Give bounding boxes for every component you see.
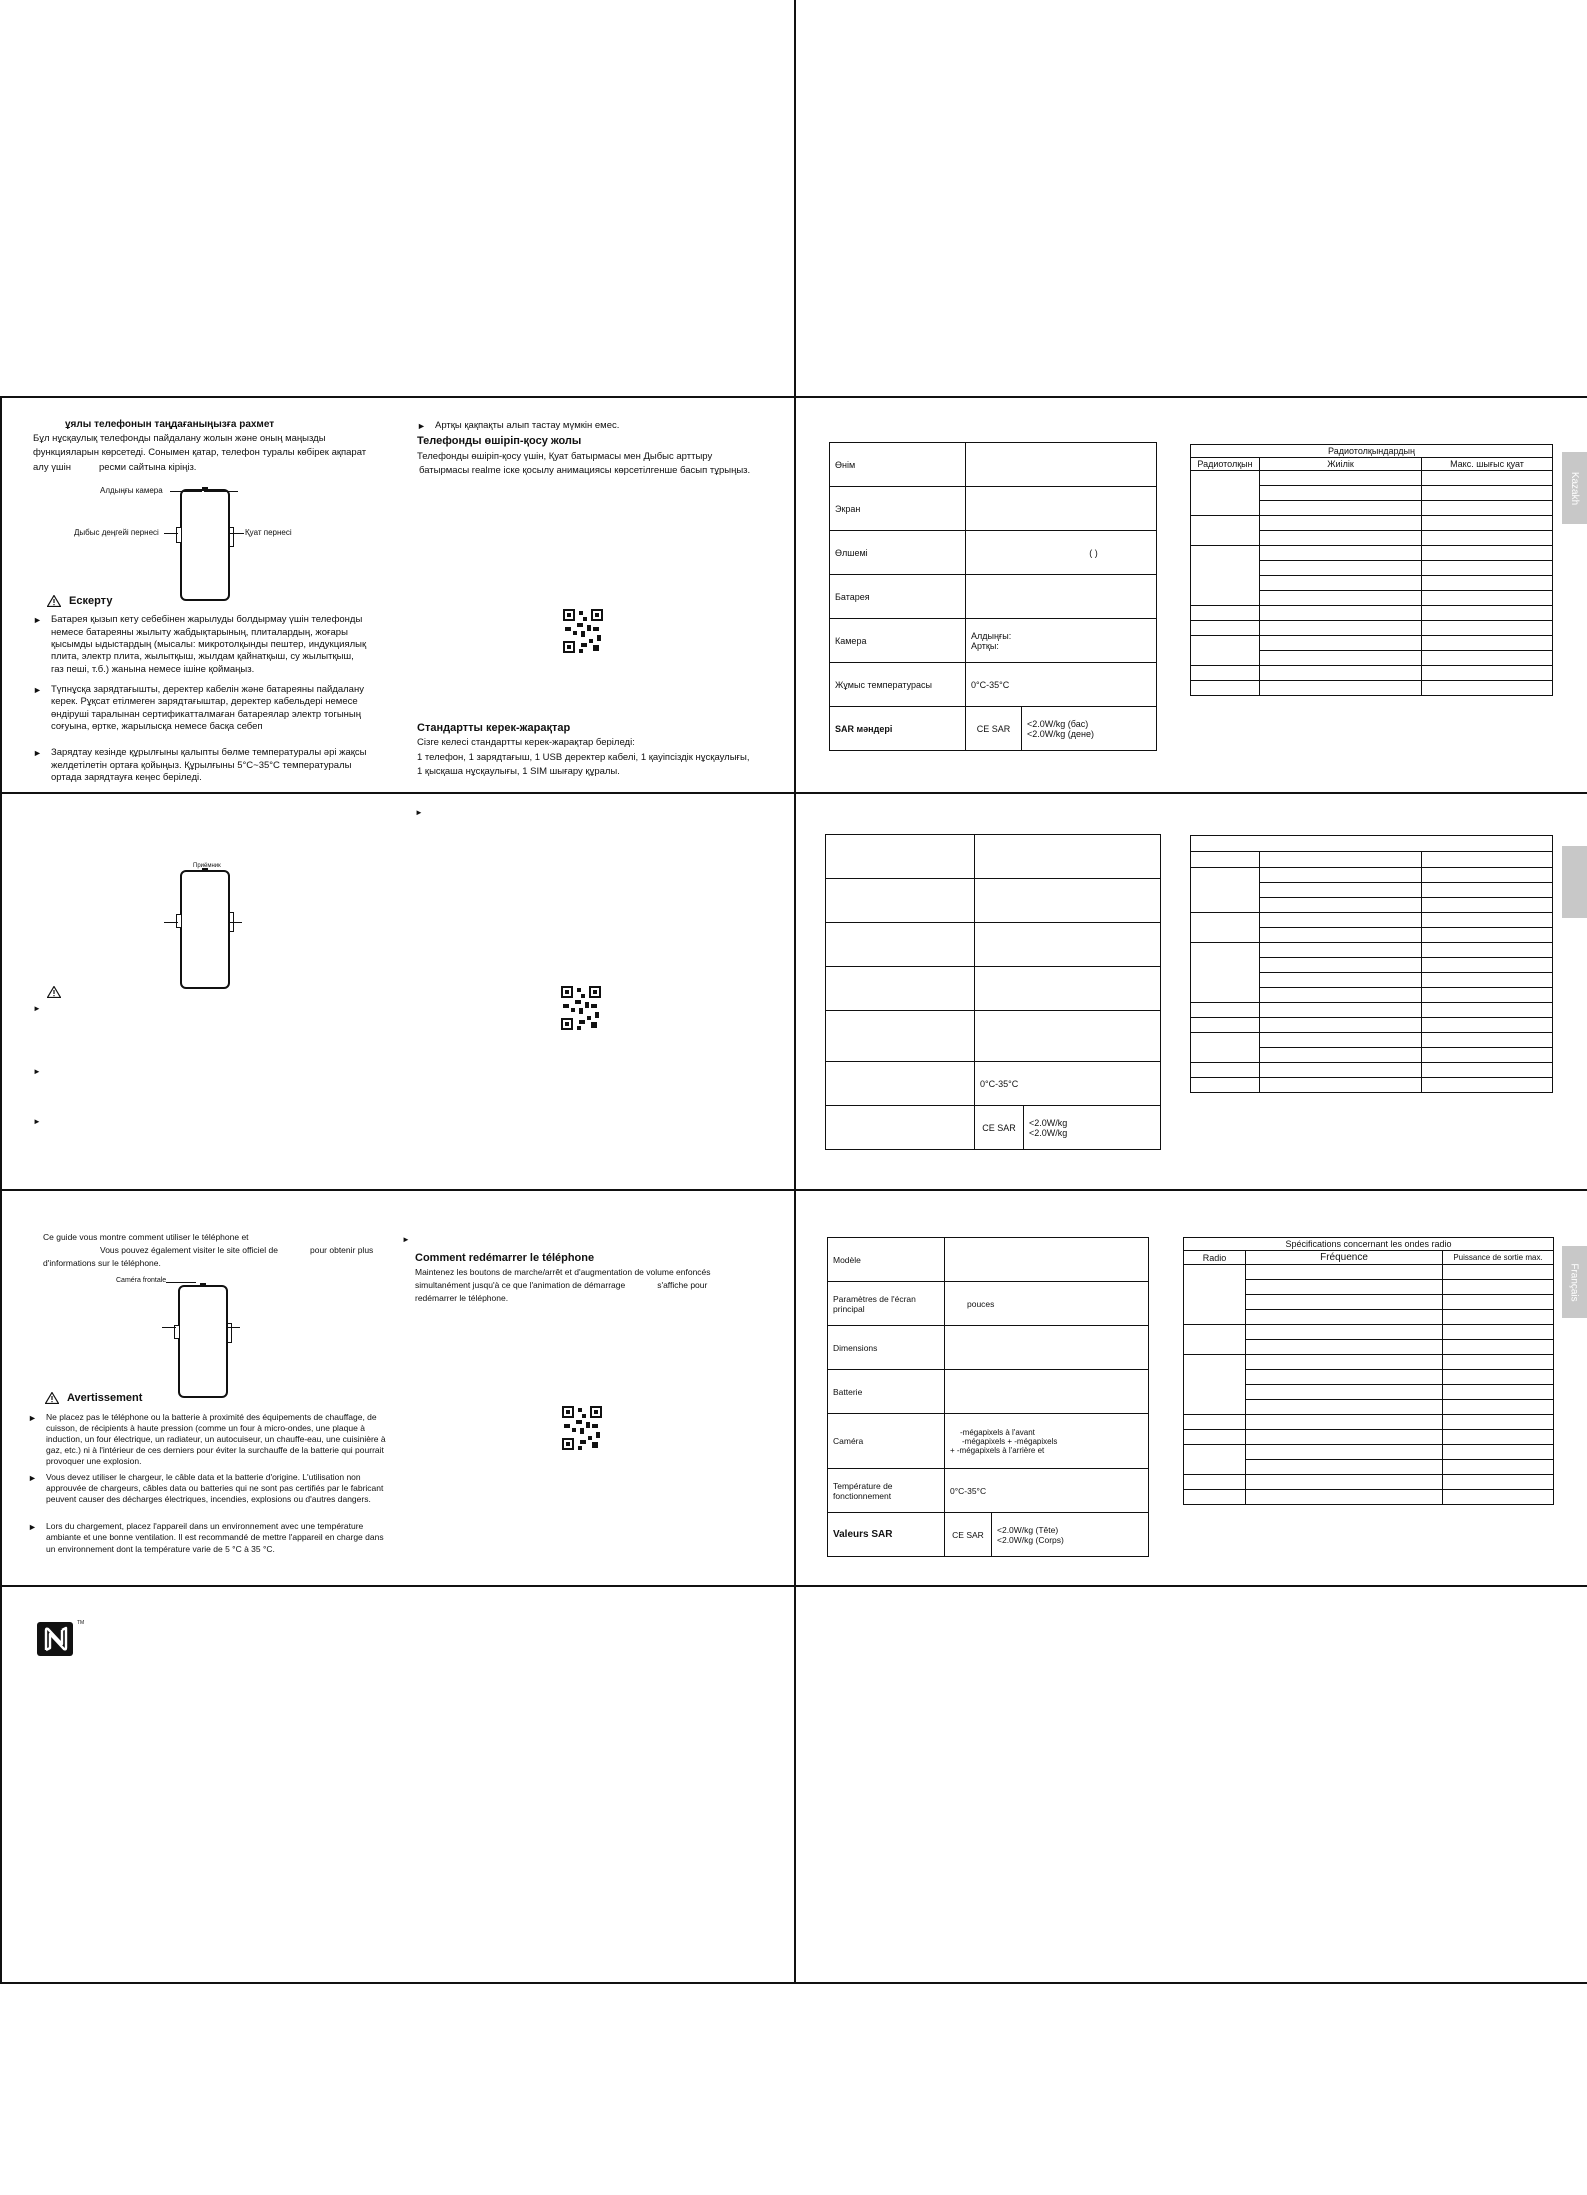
fr-spec-dimensions: Dimensions (828, 1326, 945, 1370)
language-tab-french[interactable] (1562, 1246, 1587, 1318)
kz-intro-title: ұялы телефонын таңдағаныңызға рахмет (65, 419, 275, 430)
table-row (1191, 606, 1553, 621)
table-row (1191, 943, 1553, 958)
fr-radio-col1: Radio (1184, 1251, 1246, 1265)
table-row (1184, 1490, 1554, 1505)
kz-camera-rear: Артқы: (971, 640, 999, 651)
fold-line-4 (0, 1585, 1587, 1587)
bullet-arrow-icon: ► (33, 1004, 41, 1013)
table-row (1191, 1003, 1553, 1018)
fr-intro-line3: d'informations sur le téléphone. (43, 1258, 161, 1269)
fr-spec-battery: Batterie (828, 1370, 945, 1414)
fr-radio-table (1183, 1237, 1554, 1505)
kz-spec-temp-value: 0°C-35°C (966, 663, 1157, 707)
fr-lead-volume (162, 1327, 176, 1328)
kz-spec-dimensions-value: ( ) (966, 531, 1157, 575)
nfc-logo-icon (37, 1620, 77, 1658)
fold-line-1 (0, 396, 1587, 398)
table-row (1184, 1325, 1554, 1340)
blank-sar-body: <2.0W/kg (1029, 1127, 1068, 1138)
fr-restart-line2b: s'affiche pour (657, 1280, 708, 1291)
language-tab-french-label: Français (1569, 1262, 1581, 1302)
kz-radio-col3: Макс. шығыс қуат (1422, 458, 1553, 471)
fr-intro-line2b: pour obtenir plus (309, 1245, 374, 1256)
kz-standard-line2: 1 телефон, 1 зарядтағыш, 1 USB деректер кабелі, 1 қауіпсіздік нұсқаулығы, (417, 751, 750, 763)
blank-lead-left (164, 922, 178, 923)
fr-camera-line1: -mégapixels à l'avant (960, 1427, 1035, 1437)
fr-restart (415, 1251, 765, 1306)
fr-spec-sar-values (992, 1513, 1149, 1557)
fr-warning-item-3: Lors du chargement, placez l'appareil dans un environnement avec une température ambiante et une bonne ventilation. Il est recommandé de mettre l'appareil en charge dans un environnement dont la température varie de 5 °C à 35 °C. (46, 1521, 384, 1554)
kz-battery-restart (417, 420, 757, 479)
kz-label-power: Қуат пернесі (245, 528, 292, 537)
kz-label-front-camera: Алдыңғы камера (100, 486, 163, 495)
fr-camera-line2: -mégapixels + -mégapixels (962, 1436, 1058, 1446)
fr-restart-line3: redémarrer le téléphone. (415, 1293, 509, 1304)
table-row (1184, 1445, 1554, 1460)
front-camera-dot (200, 1283, 206, 1286)
kz-camera-front: Алдыңғы: (971, 630, 1012, 641)
table-row (1191, 681, 1553, 696)
table-row (1184, 1415, 1554, 1430)
kz-restart-title: Телефонды өшіріп-қосу жолы (417, 435, 582, 448)
warning-icon (47, 986, 61, 998)
kz-battery-note: Артқы қақпақты алып тастау мүмкін емес. (435, 420, 620, 431)
kz-warning-item-3: Зарядтау кезінде құрылғыны қалыпты бөлме температуралы әрі жақсы желдетілетін ортаға қойыңыз. Құрылғыны 5°C~35°C температуралы ортада зарядтауға кеңес беріледі. (51, 747, 367, 784)
kz-restart-line2: батырмасы realme іске қосылу анимациясы көрсетілгенше басып тұрыңыз. (419, 464, 751, 476)
kz-warning (33, 586, 368, 792)
kz-spec-camera-value (966, 619, 1157, 663)
fr-restart-line1: Maintenez les boutons de marche/arrêt et d'augmentation de volume enfoncés (415, 1267, 711, 1278)
table-row (1191, 516, 1553, 531)
table-row (1191, 621, 1553, 636)
table-row (1191, 471, 1553, 486)
kz-phone-diagram (180, 489, 230, 601)
fr-restart-line2a: simultanément jusqu'à ce que l'animation de démarrage (415, 1280, 626, 1291)
fr-label-front-camera: Caméra frontale (116, 1277, 167, 1284)
warning-icon (47, 595, 61, 607)
fr-intro-line1: Ce guide vous montre comment utiliser le téléphone et (43, 1232, 249, 1242)
kz-standard-title: Стандартты керек-жарақтар (417, 722, 571, 734)
fr-sar-head: <2.0W/kg (Tête) (997, 1524, 1059, 1535)
bullet-arrow-icon: ► (28, 1412, 37, 1423)
qr-code-icon (563, 609, 603, 653)
table-row (1191, 868, 1553, 883)
blank-spec-table (825, 834, 1161, 1150)
table-row (1184, 1265, 1554, 1280)
fr-intro-line2: Vous pouvez également visiter le site officiel de (100, 1245, 278, 1256)
bullet-arrow-icon: ► (402, 1235, 410, 1244)
front-camera-dot (202, 487, 208, 490)
power-button-shape (229, 527, 234, 547)
kz-standard-line3: 1 қысқаша нұсқаулығы, 1 SIM шығару құралы. (417, 765, 620, 777)
fr-radio-col3: Puissance de sortie max. (1443, 1251, 1554, 1265)
kz-intro-line2: функцияларын көрсетеді. Сонымен қатар, телефон туралы көбірек ақпарат (33, 447, 367, 459)
kz-lead-camera (170, 491, 202, 492)
bullet-arrow-icon: ► (33, 685, 42, 696)
blank-spec-temp-value: 0°C-35°C (975, 1062, 1161, 1106)
fold-line-5 (0, 1982, 1587, 1984)
kz-standard (417, 721, 762, 780)
fr-spec-temp-value: 0°C-35°C (945, 1469, 1149, 1513)
bullet-arrow-icon: ► (28, 1522, 37, 1533)
kz-radio-col1: Радиотолқын (1191, 458, 1260, 471)
blank-phone-diagram (180, 870, 230, 989)
table-row (1191, 636, 1553, 651)
kz-sar-head: <2.0W/kg (бас) (1027, 718, 1089, 729)
kz-warning-item-2: Түпнұсқа зарядтағышты, деректер кабелін және батареяны пайдалану керек. Рұқсат етілмеген зарядтағыштар, деректер кабельдері немесе өндіруші таралынан сертификатталмаған батареялар электр тогының соғуына, өртке, жарылысқа немесе басқа себеп (51, 684, 364, 733)
table-row (1184, 1355, 1554, 1370)
kz-lead-volume (164, 533, 178, 534)
kz-radio-col2: Жиілік (1260, 458, 1422, 471)
kz-spec-battery: Батарея (830, 575, 966, 619)
fr-spec-screen-value: pouces (945, 1282, 1149, 1326)
kz-spec-sar-values (1022, 707, 1157, 751)
bullet-arrow-icon: ► (28, 1472, 37, 1483)
fr-spec-model: Modèle (828, 1238, 945, 1282)
table-row (1191, 1033, 1553, 1048)
table-row (1184, 1430, 1554, 1445)
kz-intro (33, 418, 373, 476)
fr-restart-title: Comment redémarrer le téléphone (415, 1252, 595, 1264)
kz-lead-power (230, 533, 244, 534)
kz-spec-ce-sar: CE SAR (966, 707, 1022, 751)
kz-spec-product: Өнім (830, 443, 966, 487)
language-tab-kazakh[interactable] (1562, 452, 1587, 524)
kz-warning-title: Ескерту (69, 595, 113, 607)
kz-lead-camera-r (204, 491, 238, 492)
kz-sar-body: <2.0W/kg (дене) (1027, 728, 1094, 739)
warning-icon (45, 1392, 59, 1404)
volume-button-shape (176, 527, 182, 543)
blank-label-receiver: Приёмник (193, 863, 221, 869)
fr-radio-col2: Fréquence (1246, 1251, 1443, 1265)
blank-sar-head: <2.0W/kg (1029, 1117, 1068, 1128)
fr-warning-item-1: Ne placez pas le téléphone ou la batterie à proximité des équipements de chauffage, de cuisson, de récipients à haute pression (comme un four à micro-ondes, une plaque à induction, un four électrique, un radiateur, un autocuiseur, un chauffe-eau, une cuisinière à gaz, etc.) ni à l'intérieur de ces derniers pour éviter la surchauffe de la batterie qui pourrait provoquer une explosion. (46, 1411, 386, 1467)
qr-code-graphic (561, 986, 601, 1030)
kz-spec-dimensions: Өлшемі (830, 531, 966, 575)
table-row (1191, 666, 1553, 681)
fr-warning-item-2: Vous devez utiliser le chargeur, le câble data et la batterie d'origine. L'utilisation non approuvée de chargeurs, câbles data ou batteries qui ne sont pas certifiés par le fabricant peuvent causer des décharges électriques, incendies, explosions ou d'autres dangers. (46, 1471, 384, 1505)
qr-code-graphic (562, 1406, 602, 1450)
kz-restart-line1: Телефонды өшіріп-қосу үшін, Қуат батырмасы мен Дыбыс арттыру (417, 450, 713, 462)
bullet-arrow-icon: ► (417, 421, 426, 431)
power-button-shape (227, 1323, 232, 1343)
kz-intro-line3b: ресми сайтына кіріңіз. (98, 461, 197, 473)
fr-spec-camera: Caméra (828, 1414, 945, 1469)
kz-spec-table (829, 442, 1157, 751)
kz-intro-line1: Бұл нұсқаулық телефонды пайдалану жолын және оның маңызды (33, 433, 326, 444)
kz-spec-temp: Жұмыс температурасы (830, 663, 966, 707)
kz-spec-sar: SAR мәндері (830, 707, 966, 751)
fr-warning-title: Avertissement (67, 1392, 143, 1404)
language-tab-kazakh-label: Kazakh (1569, 471, 1581, 505)
table-row (1184, 1475, 1554, 1490)
qr-code-icon (562, 1406, 602, 1450)
fr-warning (28, 1383, 390, 1563)
volume-button-shape (176, 914, 182, 928)
blank-lead-right (230, 922, 242, 923)
language-tab-blank[interactable] (1562, 846, 1587, 918)
fr-radio-title: Spécifications concernant les ondes radio (1184, 1238, 1554, 1251)
fr-intro (43, 1232, 393, 1271)
fr-spec-camera-value (945, 1414, 1149, 1469)
blank-spec-ce-sar: CE SAR (975, 1106, 1024, 1150)
table-row (1191, 1078, 1553, 1093)
table-row (1191, 1018, 1553, 1033)
kz-spec-camera: Камера (830, 619, 966, 663)
fr-phone-diagram (178, 1285, 228, 1398)
blank-radio-table (1190, 835, 1553, 1093)
kz-warning-item-1: Батарея қызып кету себебінен жарылуды болдырмау үшін телефонды немесе батареяны жылыту жабдықтарының, плиталардың, жоғары қысымды ыдыстардың (мысалы: микротолқынды пештер, индукциялық плита, электр плита, жылытқыш, жылдам қайнатқыш, су жылытқыш, газ пеші, т.б.) жанына немесе ішіне қоймаңыз. (51, 614, 367, 675)
kz-radio-title: Радиотолқындардың (1191, 445, 1553, 458)
table-row (1191, 1063, 1553, 1078)
table-row (1191, 546, 1553, 561)
fold-line-vertical (794, 0, 796, 1982)
fr-spec-sar: Valeurs SAR (828, 1513, 945, 1557)
kz-standard-line1: Сізге келесі стандартты керек-жарақтар беріледі: (417, 737, 635, 749)
fr-spec-ce-sar: CE SAR (945, 1513, 992, 1557)
kz-spec-screen: Экран (830, 487, 966, 531)
kz-radio-table (1190, 444, 1553, 696)
bullet-arrow-icon: ► (415, 808, 423, 817)
fr-lead-power (228, 1327, 240, 1328)
fr-sar-body: <2.0W/kg (Corps) (997, 1534, 1064, 1545)
blank-spec-sar-values (1024, 1106, 1161, 1150)
qr-code-graphic (563, 609, 603, 653)
fr-camera-line3: + -mégapixels à l'arrière et (950, 1445, 1045, 1455)
kz-intro-line3a: алу үшін (33, 461, 71, 473)
fr-spec-table (827, 1237, 1149, 1557)
nfc-trademark: TM (77, 1620, 85, 1626)
fold-line-3 (0, 1189, 1587, 1191)
bullet-arrow-icon: ► (33, 1067, 41, 1076)
kz-label-volume: Дыбыс деңгейі пернесі (74, 528, 159, 537)
fr-lead-camera (166, 1282, 196, 1283)
bullet-arrow-icon: ► (33, 1117, 41, 1126)
fr-spec-screen: Paramètres de l'écran principal (828, 1282, 945, 1326)
bullet-arrow-icon: ► (33, 748, 42, 759)
qr-code-icon (561, 986, 601, 1030)
fr-spec-temp: Température de fonctionnement (828, 1469, 945, 1513)
bullet-arrow-icon: ► (33, 615, 42, 626)
table-row (1191, 913, 1553, 928)
